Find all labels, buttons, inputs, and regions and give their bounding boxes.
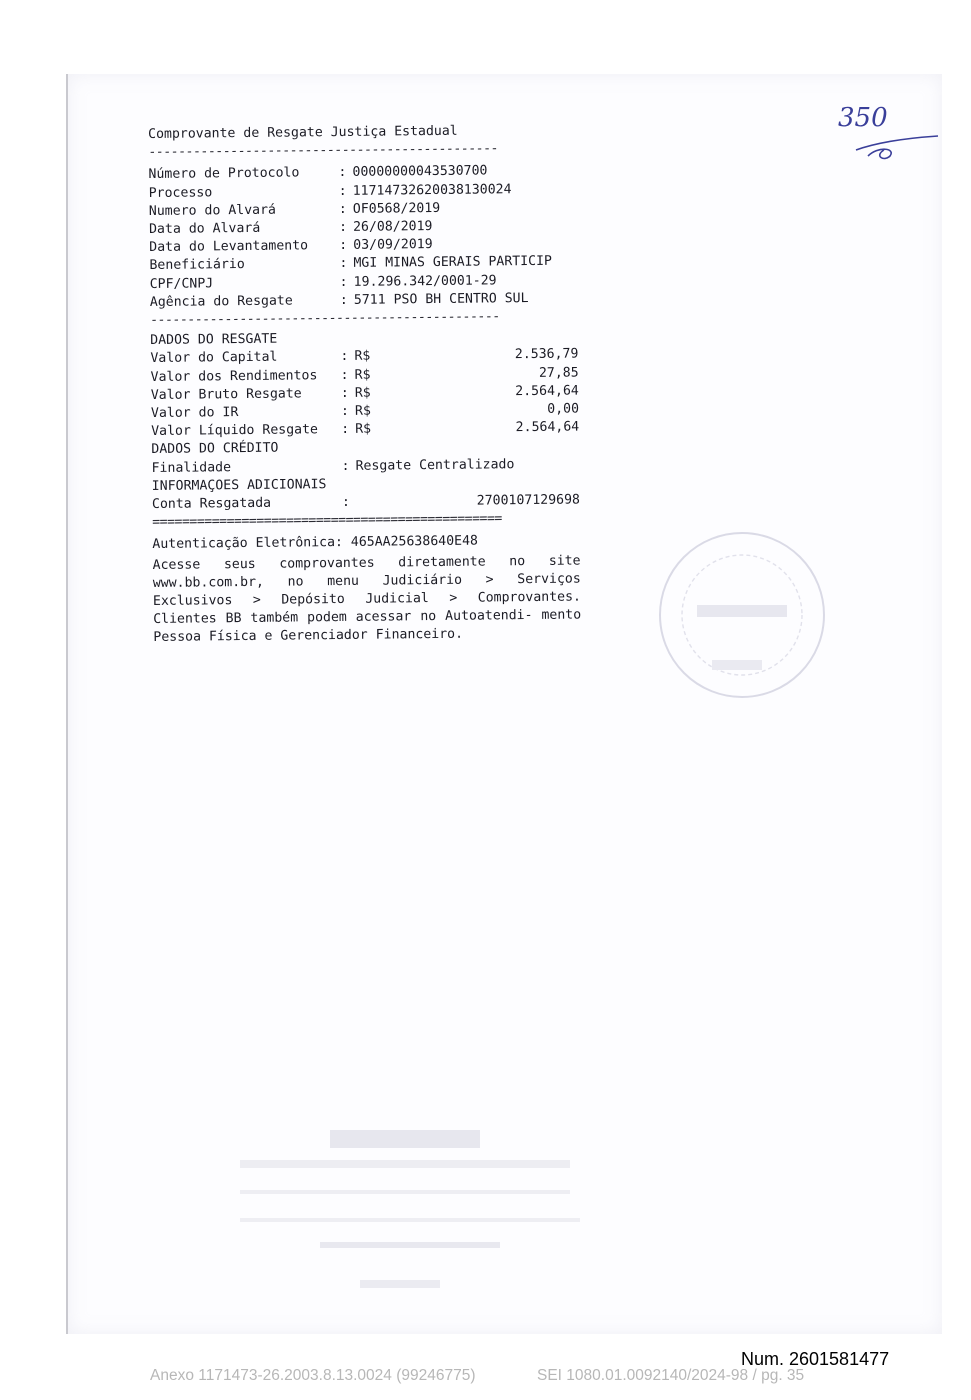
field-conta-resgatada: Conta Resgatada : 2700107129698	[151, 492, 581, 513]
faded-stamp	[652, 520, 832, 710]
auth-line	[152, 532, 592, 555]
auth-value: 465AA25638640E48	[350, 534, 479, 551]
dashed-rule: -----------------------------------------------	[148, 141, 499, 161]
receipt-title: Comprovante de Resgate Justiça Estadual	[148, 123, 458, 142]
dados-resgate-heading: DADOS DO RESGATE	[150, 331, 278, 349]
field-data-alvara: Data do Alvará : 26/08/2019	[149, 219, 433, 238]
sei-reference: SEI 1080.01.0092140/2024-98 / pg. 35	[537, 1367, 805, 1384]
amounts	[150, 346, 591, 442]
amount-ir: Valor do IR : R$ 0,00	[150, 401, 580, 422]
receipt	[148, 121, 593, 647]
amount-bruto: Valor Bruto Resgate : R$ 2.564,64	[150, 383, 579, 403]
receipt-fields	[148, 162, 590, 312]
document-number: Num. 2601581477	[741, 1349, 890, 1369]
svg-text:350: 350	[838, 103, 888, 133]
amount-rendimentos: Valor dos Rendimentos : R$ 27,85	[150, 365, 579, 385]
closing-text: Acesse seus comprovantes diretamente no site www.bb.com.br, no menu Judiciário > Serviços Exclusivos > Depósito Judicial > Comprovantes. Clientes BB também podem acessar no Autoatendi- mento Pessoa Física e Gerenciador Financeiro.	[152, 553, 582, 646]
annex-reference: Anexo 1171473-26.2003.8.13.0024 (99246775)	[150, 1367, 476, 1384]
field-processo: Processo : 11714732620038130024	[148, 181, 512, 201]
field-beneficiario: Beneficiário : MGI MINAS GERAIS PARTICIP	[149, 254, 553, 274]
field-numero-alvara: Numero do Alvará : OF0568/2019	[148, 200, 441, 219]
faded-back-imprint	[230, 1120, 590, 1300]
field-agencia: Agência do Resgate : 5711 PSO BH CENTRO SUL	[149, 290, 529, 310]
amount-capital: Valor do Capital : R$ 2.536,79	[150, 346, 579, 367]
dashed-rule-2: -----------------------------------------------	[149, 309, 500, 329]
field-protocolo: Número de Protocolo : 00000000043530700	[148, 163, 488, 183]
auth-label: Autenticação Eletrônica:	[152, 535, 344, 553]
double-rule: ===============================================	[152, 511, 502, 531]
handwritten-page-number	[838, 98, 948, 168]
field-data-levantamento: Data do Levantamento : 03/09/2019	[149, 237, 433, 256]
dados-credito-heading: DADOS DO CRÉDITO	[151, 441, 279, 458]
info-adicionais-heading: INFORMAÇOES ADICIONAIS	[151, 477, 327, 494]
field-finalidade: Finalidade : Resgate Centralizado	[151, 456, 515, 476]
field-cpf-cnpj: CPF/CNPJ : 19.296.342/0001-29	[149, 272, 497, 292]
amount-liquido: Valor Líquido Resgate : R$ 2.564,64	[151, 419, 580, 440]
